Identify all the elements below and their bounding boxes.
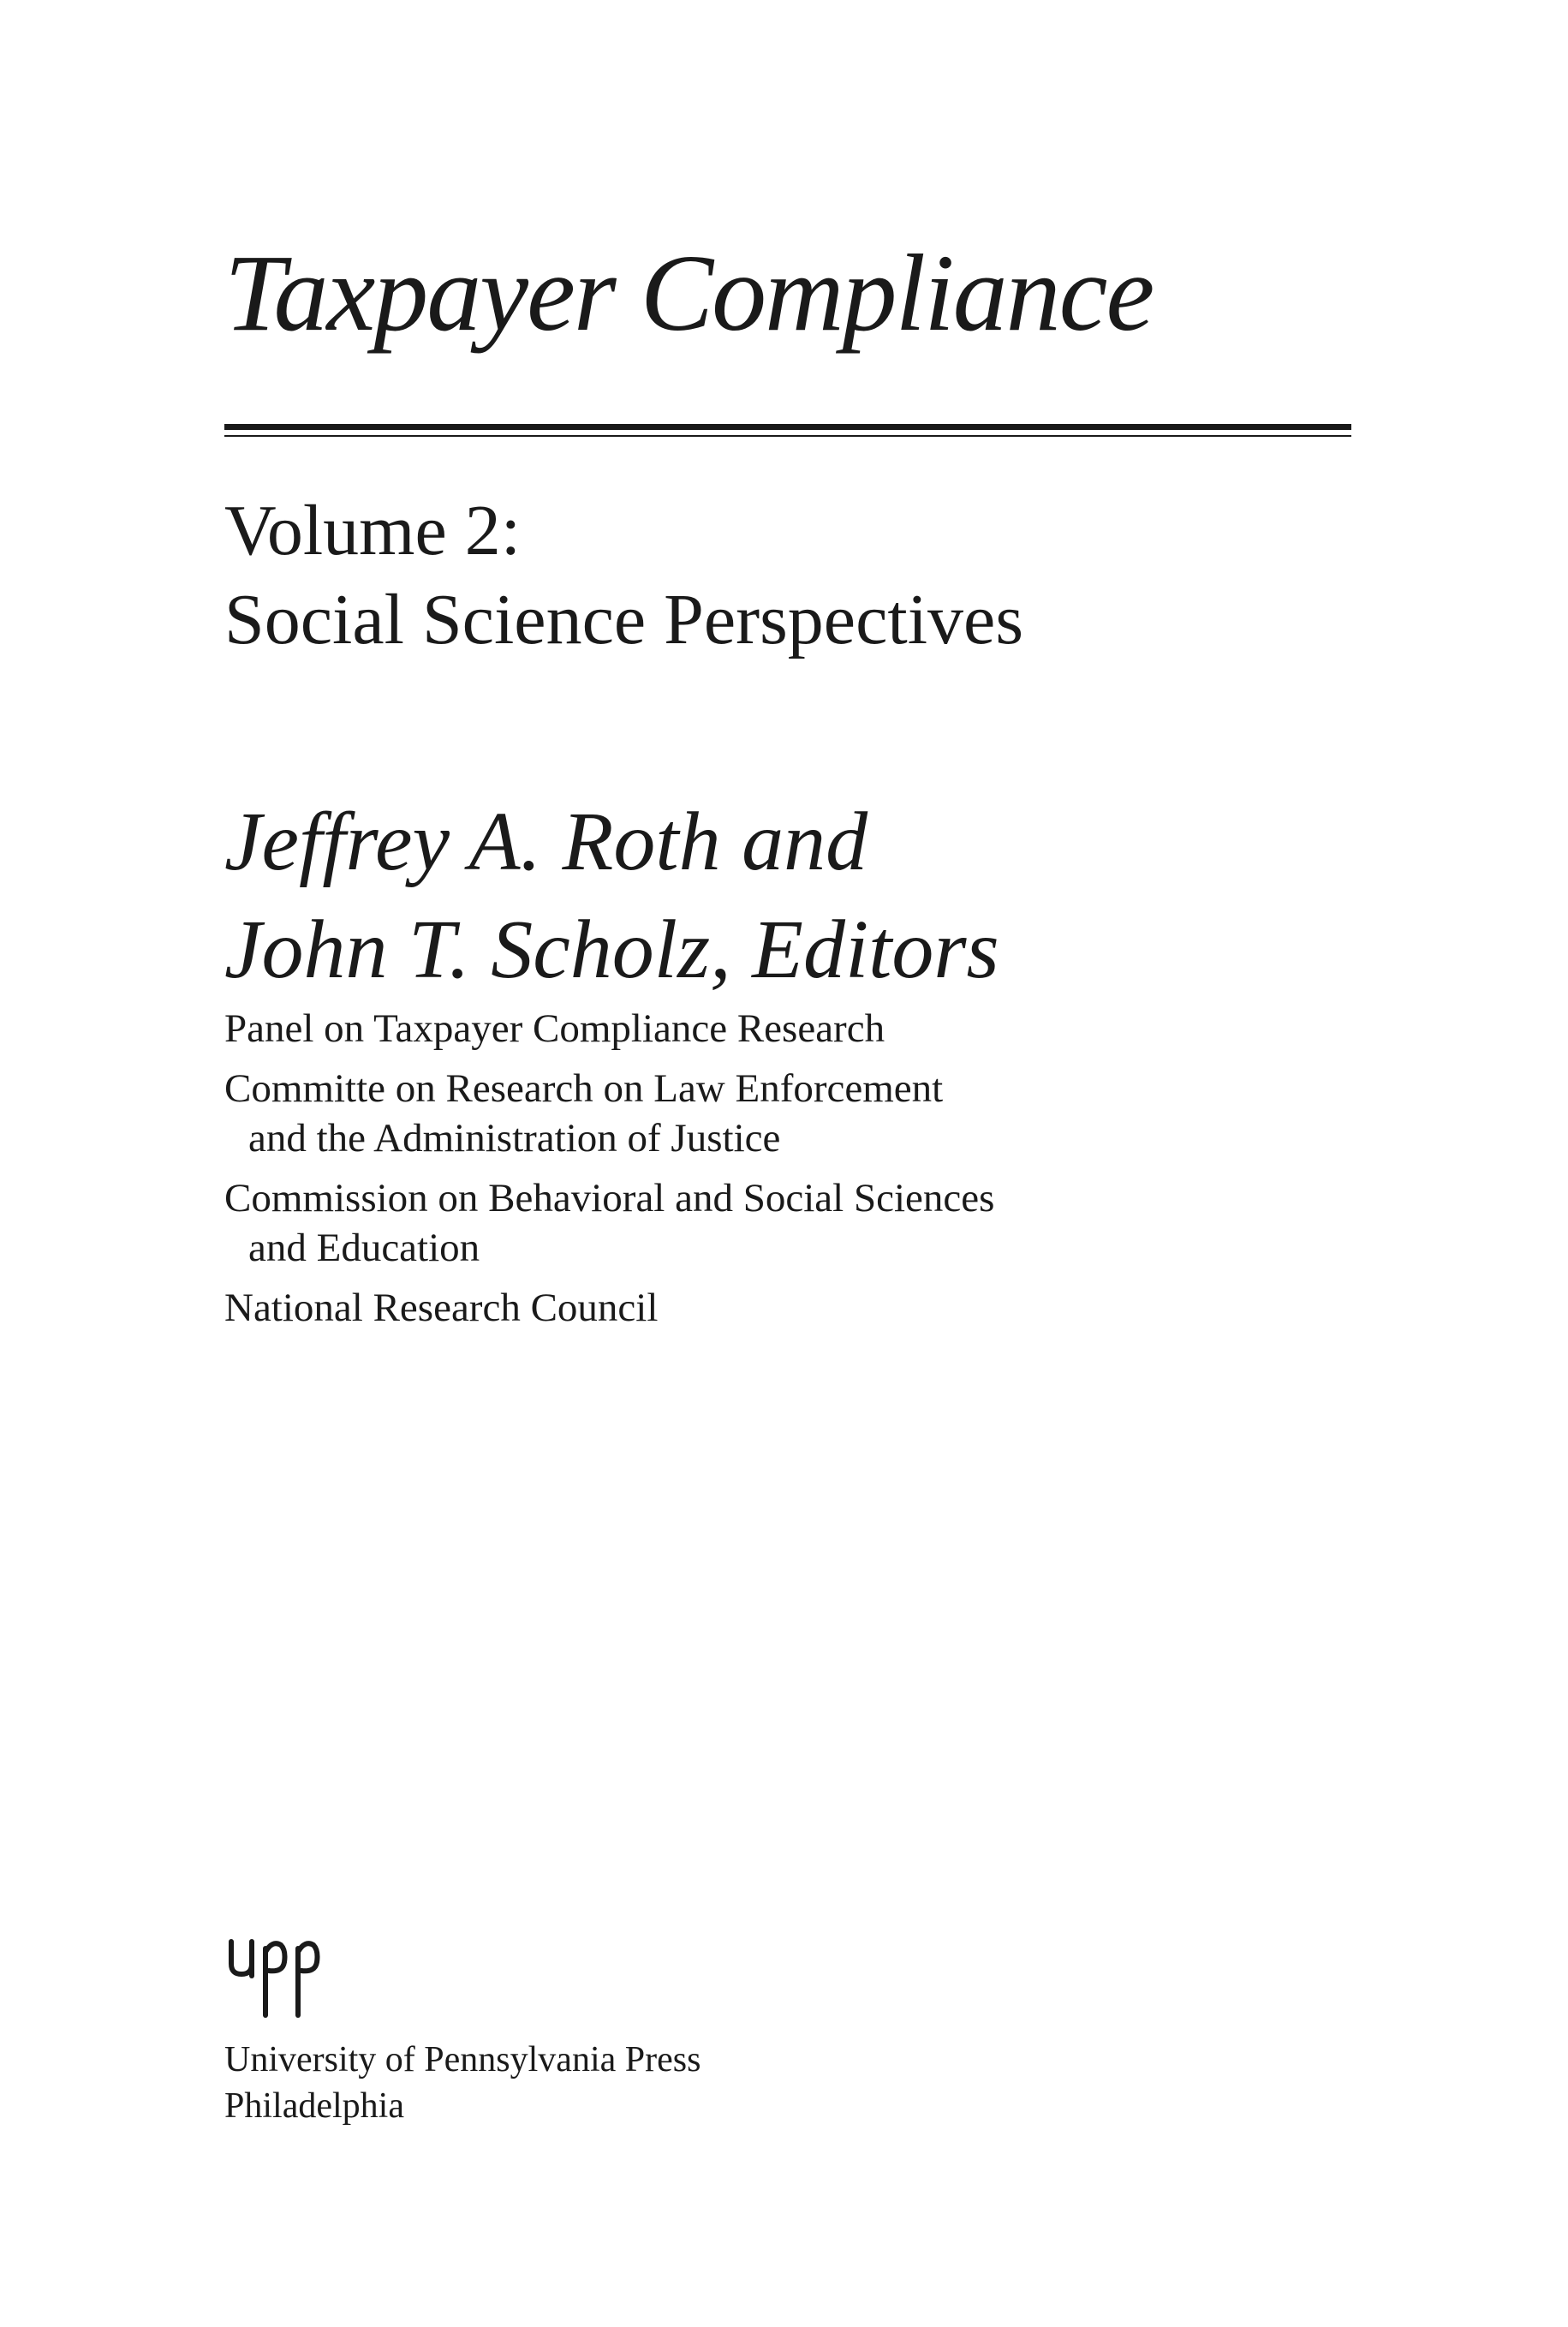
affiliation-line: National Research Council — [224, 1286, 659, 1330]
affiliation-line: Panel on Taxpayer Compliance Research — [224, 1006, 885, 1051]
affiliation-continuation: and Education — [248, 1226, 480, 1270]
editors-block — [224, 788, 999, 1004]
publisher-block — [224, 2037, 701, 2129]
publisher-name: University of Pennsylvania Press — [224, 2040, 701, 2079]
affiliation-line: Committe on Research on Law Enforcement — [224, 1066, 944, 1111]
volume-heading — [224, 486, 1023, 665]
affiliation-entry — [224, 1064, 994, 1163]
affiliation-entry — [224, 1004, 994, 1053]
affiliation-entry — [224, 1173, 994, 1273]
editors-line-2: John T. Scholz, Editors — [224, 904, 999, 996]
volume-subtitle: Social Science Perspectives — [224, 580, 1024, 659]
affiliations-list — [224, 1004, 994, 1343]
volume-number: Volume 2: — [224, 491, 522, 570]
affiliation-continuation: and the Administration of Justice — [248, 1116, 781, 1161]
affiliation-entry — [224, 1283, 994, 1333]
title-rule-thin — [224, 435, 1351, 437]
affiliation-line: Commission on Behavioral and Social Sciences — [224, 1176, 995, 1220]
publisher-city: Philadelphia — [224, 2086, 404, 2126]
editors-line-1: Jeffrey A. Roth and — [224, 796, 868, 888]
book-title: Taxpayer Compliance — [224, 232, 1154, 354]
title-rule-thick — [224, 424, 1351, 430]
upp-press-logo-icon — [224, 1923, 334, 2026]
